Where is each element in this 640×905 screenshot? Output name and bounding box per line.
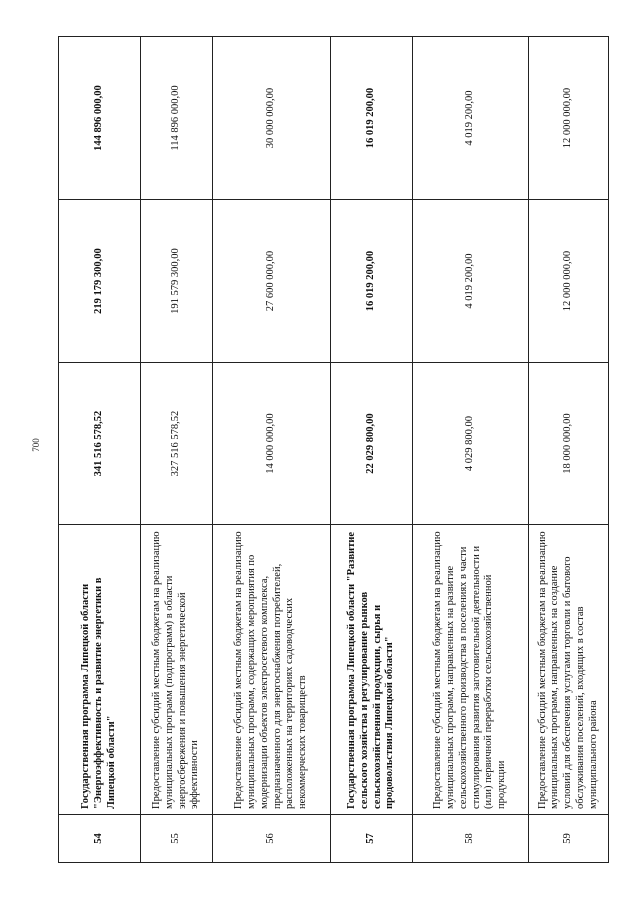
row-value-1: 4 029 800,00 xyxy=(413,363,529,525)
table-row xyxy=(59,37,141,863)
budget-table xyxy=(58,36,609,863)
table-row xyxy=(413,37,529,863)
row-name: Предоставление субсидий местным бюджетам на реализацию муниципальных программ, направленных на создание условий для обеспечения услугами торговли и бытового обслуживания поселений, входящих в состав муниципального района xyxy=(529,525,609,815)
row-value-1: 18 000 000,00 xyxy=(529,363,609,525)
row-name: Предоставление субсидий местным бюджетам на реализацию муниципальных программ, направленных на развитие сельскохозяйственного производства в поселениях в части стимулирования развития заготовительной деятельности и (или) первичной переработки сельскохозяйственной продукции xyxy=(413,525,529,815)
row-number: 59 xyxy=(529,815,609,863)
row-name: Предоставление субсидий местным бюджетам на реализацию муниципальных программ, содержащих мероприятия по модернизации объектов электросетевого комплекса, предназначенного для энергоснабжения потребителей, расположенных на территориях садоводческих некоммерческих товариществ xyxy=(213,525,331,815)
table-row xyxy=(141,37,213,863)
table-row xyxy=(331,37,413,863)
row-number: 54 xyxy=(59,815,141,863)
row-value-2: 27 600 000,00 xyxy=(213,200,331,363)
row-value-2: 12 000 000,00 xyxy=(529,200,609,363)
table-row xyxy=(529,37,609,863)
row-value-2: 191 579 300,00 xyxy=(141,200,213,363)
table-body xyxy=(59,37,609,863)
row-number: 56 xyxy=(213,815,331,863)
row-value-3: 114 896 000,00 xyxy=(141,37,213,200)
row-value-2: 4 019 200,00 xyxy=(413,200,529,363)
row-value-3: 4 019 200,00 xyxy=(413,37,529,200)
row-name: Государственная программа Липецкой области "Энергоэффективность и развитие энергетики в Липецкой области" xyxy=(59,525,141,815)
row-number: 58 xyxy=(413,815,529,863)
row-value-1: 327 516 578,52 xyxy=(141,363,213,525)
row-value-1: 14 000 000,00 xyxy=(213,363,331,525)
page-number: 700 xyxy=(31,438,41,452)
row-name: Предоставление субсидий местным бюджетам на реализацию муниципальных программ (подпрограмм) в области энергосбережения и повышения энергетической эффективности xyxy=(141,525,213,815)
row-value-3: 30 000 000,00 xyxy=(213,37,331,200)
row-name: Государственная программа Липецкой области "Развитие сельского хозяйства и регулирование рынков сельскохозяйственной продукции, сырья и продовольствия Липецкой области" xyxy=(331,525,413,815)
row-value-1: 341 516 578,52 xyxy=(59,363,141,525)
row-value-2: 16 019 200,00 xyxy=(331,200,413,363)
row-value-1: 22 029 800,00 xyxy=(331,363,413,525)
row-value-2: 219 179 300,00 xyxy=(59,200,141,363)
row-value-3: 16 019 200,00 xyxy=(331,37,413,200)
row-number: 55 xyxy=(141,815,213,863)
table-container xyxy=(58,37,608,863)
rotated-table-frame xyxy=(58,37,608,863)
row-value-3: 12 000 000,00 xyxy=(529,37,609,200)
row-value-3: 144 896 000,00 xyxy=(59,37,141,200)
row-number: 57 xyxy=(331,815,413,863)
table-row xyxy=(213,37,331,863)
